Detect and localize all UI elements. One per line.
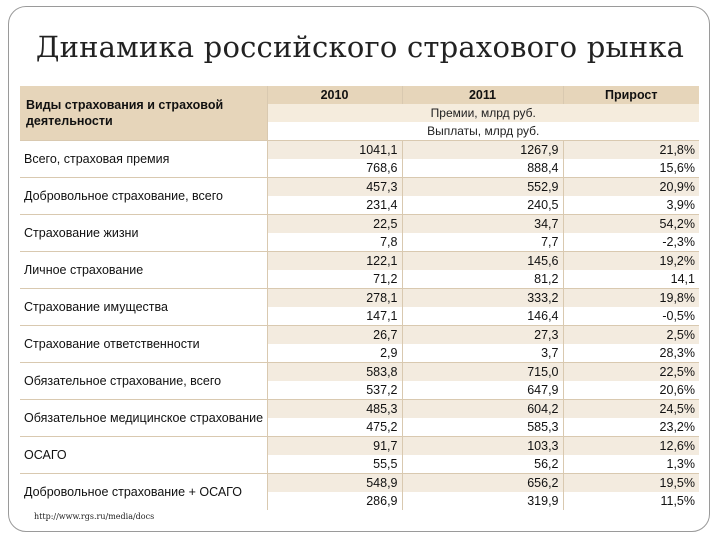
premium-2011: 1267,9 <box>402 141 563 160</box>
insurance-market-table <box>20 86 699 510</box>
premium-2011: 145,6 <box>402 252 563 271</box>
premium-2010: 26,7 <box>267 326 402 345</box>
premium-2011: 333,2 <box>402 289 563 308</box>
premium-2010: 583,8 <box>267 363 402 382</box>
payment-2011: 56,2 <box>402 455 563 474</box>
payment-growth: 14,1 <box>563 270 699 289</box>
payment-2010: 55,5 <box>267 455 402 474</box>
premium-growth: 12,6% <box>563 437 699 456</box>
table-row <box>20 215 699 234</box>
payment-2011: 647,9 <box>402 381 563 400</box>
premium-growth: 20,9% <box>563 178 699 197</box>
header-growth: Прирост <box>563 86 699 104</box>
header-category: Виды страхования и страховой деятельности <box>20 86 267 141</box>
row-category: Всего, страховая премия <box>20 141 267 178</box>
payment-growth: 20,6% <box>563 381 699 400</box>
premium-2011: 715,0 <box>402 363 563 382</box>
unit-payments: Выплаты, млрд руб. <box>267 122 699 141</box>
table-row <box>20 437 699 456</box>
payment-2010: 768,6 <box>267 159 402 178</box>
premium-2011: 604,2 <box>402 400 563 419</box>
payment-growth: 1,3% <box>563 455 699 474</box>
source-url: http://www.rgs.ru/media/docs <box>34 512 155 521</box>
payment-2011: 319,9 <box>402 492 563 510</box>
table-row <box>20 474 699 493</box>
premium-2011: 552,9 <box>402 178 563 197</box>
table-row <box>20 400 699 419</box>
table-row <box>20 252 699 271</box>
row-category: Добровольное страхование, всего <box>20 178 267 215</box>
premium-2011: 656,2 <box>402 474 563 493</box>
payment-2010: 7,8 <box>267 233 402 252</box>
premium-growth: 21,8% <box>563 141 699 160</box>
premium-growth: 19,5% <box>563 474 699 493</box>
premium-growth: 2,5% <box>563 326 699 345</box>
payment-growth: -0,5% <box>563 307 699 326</box>
header-2010: 2010 <box>267 86 402 104</box>
payment-2011: 240,5 <box>402 196 563 215</box>
table-row <box>20 141 699 160</box>
payment-2011: 888,4 <box>402 159 563 178</box>
row-category: Личное страхование <box>20 252 267 289</box>
payment-2010: 231,4 <box>267 196 402 215</box>
payment-2010: 286,9 <box>267 492 402 510</box>
payment-growth: 3,9% <box>563 196 699 215</box>
payment-2011: 81,2 <box>402 270 563 289</box>
payment-growth: -2,3% <box>563 233 699 252</box>
premium-growth: 19,2% <box>563 252 699 271</box>
row-category: Обязательное страхование, всего <box>20 363 267 400</box>
premium-2011: 34,7 <box>402 215 563 234</box>
table-row <box>20 363 699 382</box>
premium-2010: 122,1 <box>267 252 402 271</box>
payment-2010: 475,2 <box>267 418 402 437</box>
premium-2011: 27,3 <box>402 326 563 345</box>
premium-2010: 485,3 <box>267 400 402 419</box>
payment-growth: 11,5% <box>563 492 699 510</box>
payment-growth: 23,2% <box>563 418 699 437</box>
payment-2010: 537,2 <box>267 381 402 400</box>
slide-title: Динамика российского страхового рынка <box>35 30 685 64</box>
payment-growth: 28,3% <box>563 344 699 363</box>
table-row <box>20 289 699 308</box>
header-2011: 2011 <box>402 86 563 104</box>
table-row <box>20 178 699 197</box>
row-category: Добровольное страхование + ОСАГО <box>20 474 267 511</box>
payment-2011: 585,3 <box>402 418 563 437</box>
row-category: Обязательное медицинское страхование <box>20 400 267 437</box>
premium-growth: 54,2% <box>563 215 699 234</box>
premium-growth: 24,5% <box>563 400 699 419</box>
unit-premium: Премии, млрд руб. <box>267 104 699 122</box>
premium-2010: 91,7 <box>267 437 402 456</box>
payment-growth: 15,6% <box>563 159 699 178</box>
premium-2010: 1041,1 <box>267 141 402 160</box>
premium-growth: 22,5% <box>563 363 699 382</box>
payment-2010: 2,9 <box>267 344 402 363</box>
payment-2010: 147,1 <box>267 307 402 326</box>
table-row <box>20 326 699 345</box>
premium-growth: 19,8% <box>563 289 699 308</box>
payment-2011: 3,7 <box>402 344 563 363</box>
payment-2010: 71,2 <box>267 270 402 289</box>
premium-2010: 278,1 <box>267 289 402 308</box>
premium-2010: 457,3 <box>267 178 402 197</box>
row-category: ОСАГО <box>20 437 267 474</box>
payment-2011: 7,7 <box>402 233 563 252</box>
row-category: Страхование жизни <box>20 215 267 252</box>
premium-2010: 548,9 <box>267 474 402 493</box>
premium-2011: 103,3 <box>402 437 563 456</box>
premium-2010: 22,5 <box>267 215 402 234</box>
payment-2011: 146,4 <box>402 307 563 326</box>
header-row <box>20 86 699 104</box>
row-category: Страхование ответственности <box>20 326 267 363</box>
row-category: Страхование имущества <box>20 289 267 326</box>
